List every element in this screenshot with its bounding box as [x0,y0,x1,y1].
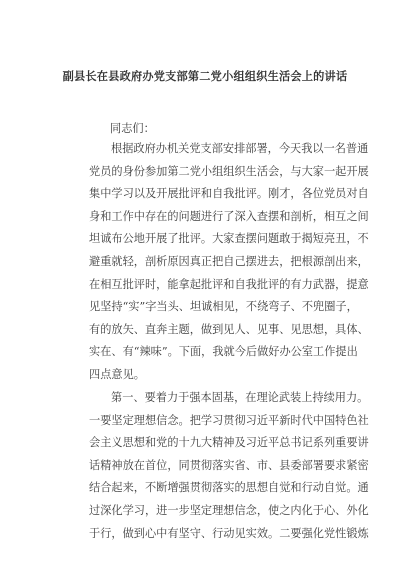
paragraph-line: 有的放矢、直奔主题，做到见人、见事、见思想，具体、 [89,322,369,336]
paragraph-line: 身和工作中存在的问题进行了深入查摆和剖析，相互之间 [89,209,369,223]
paragraph-line: 在相互批评时，能拿起批评和自我批评的有力武器，提意 [89,277,369,291]
paragraph-line: 一要坚定理想信念。把学习贯彻习近平新时代中国特色社 [89,413,369,427]
paragraph-line: 于行，做到心中有坚守、行动见实效。二要强化党性锻炼 [89,526,369,540]
paragraph-1 [89,138,369,387]
paragraph-line: 过深化学习，进一步坚定理想信念，使之内化于心、外化 [89,503,369,517]
paragraph-line: 结合起来，不断增强贯彻落实的思想自觉和行动自觉。通 [89,481,369,495]
paragraph-line: 四点意见。 [89,367,145,381]
paragraph-line: 避重就轻，剖析原因真正把自己摆进去，把根源剖出来， [89,254,369,268]
paragraph-line: 话精神放在首位，同贯彻落实省、市、县委部署要求紧密 [89,458,369,472]
paragraph-line: 根据政府办机关党支部安排部署，今天我以一名普通 [111,142,369,155]
paragraph-line: 集中学习以及开展批评和自我批评。刚才，各位党员对自 [89,187,369,201]
paragraph-line: 坦诚布公地开展了批评。大家查摆问题敢于揭短亮丑，不 [89,232,369,246]
paragraph-line: 实在、有“辣味”。下面，我就今后做好办公室工作提出 [89,345,358,359]
paragraph-2 [89,387,369,545]
paragraph-line: 见坚持“实”字当头、坦诚相见，不绕弯子、不兜圈子， [89,300,358,314]
salutation: 同志们： [110,122,155,135]
paragraph-line: 党员的身份参加第二党小组组织生活会，与大家一起开展 [89,164,369,178]
paragraph-line: 会主义思想和党的十九大精神及习近平总书记系列重要讲 [89,436,369,450]
paragraph-line: 第一、要着力于强本固基，在理论武装上持续用力。 [111,391,369,404]
document-title: 副县长在县政府办党支部第二党小组组织生活会上的讲话 [62,70,348,83]
